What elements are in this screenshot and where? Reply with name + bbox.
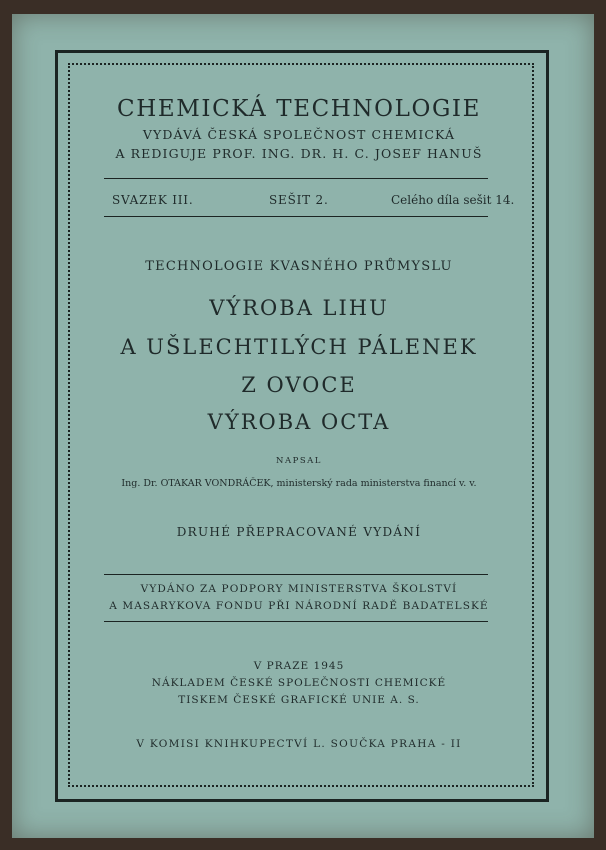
total-issue-number: Celého díla sešit 14. bbox=[391, 193, 515, 207]
divider bbox=[104, 216, 488, 217]
book-title-line: Z OVOCE bbox=[241, 373, 357, 397]
edition-note: DRUHÉ PŘEPRACOVANÉ VYDÁNÍ bbox=[176, 525, 422, 539]
divider bbox=[104, 574, 488, 575]
author-label: NAPSAL bbox=[276, 456, 322, 466]
printer-imprint: TISKEM ČESKÉ GRAFICKÉ UNIE A. S. bbox=[178, 694, 420, 706]
publisher-line: VYDÁVÁ ČESKÁ SPOLEČNOST CHEMICKÁ bbox=[142, 127, 456, 142]
divider bbox=[104, 621, 488, 622]
editor-line: A REDIGUJE PROF. ING. DR. H. C. JOSEF HANUŠ bbox=[115, 146, 483, 161]
publisher-imprint: NÁKLADEM ČESKÉ SPOLEČNOSTI CHEMICKÉ bbox=[151, 677, 447, 689]
volume-number: SVAZEK III. bbox=[112, 193, 194, 207]
book-title-line: VÝROBA LIHU bbox=[209, 296, 389, 320]
subject-heading: TECHNOLOGIE KVASNÉHO PRŮMYSLU bbox=[145, 259, 453, 274]
book-title-line: VÝROBA OCTA bbox=[207, 410, 391, 434]
book-title-line: A UŠLECHTILÝCH PÁLENEK bbox=[120, 335, 478, 359]
issue-number: SEŠIT 2. bbox=[269, 193, 329, 207]
distribution-line: V KOMISI KNIHKUPECTVÍ L. SOUČKA PRAHA - II bbox=[136, 738, 462, 750]
support-line: A MASARYKOVA FONDU PŘI NÁRODNÍ RADĚ BADATELSKÉ bbox=[109, 600, 489, 612]
support-line: VYDÁNO ZA PODPORY MINISTERSTVA ŠKOLSTVÍ bbox=[140, 583, 458, 595]
publication-place-year: V PRAZE 1945 bbox=[253, 660, 345, 672]
divider bbox=[104, 178, 488, 179]
series-main-title: CHEMICKÁ TECHNOLOGIE bbox=[117, 96, 481, 122]
author-name: Ing. Dr. OTAKAR VONDRÁČEK, ministerský rada ministerstva financí v. v. bbox=[121, 478, 477, 489]
